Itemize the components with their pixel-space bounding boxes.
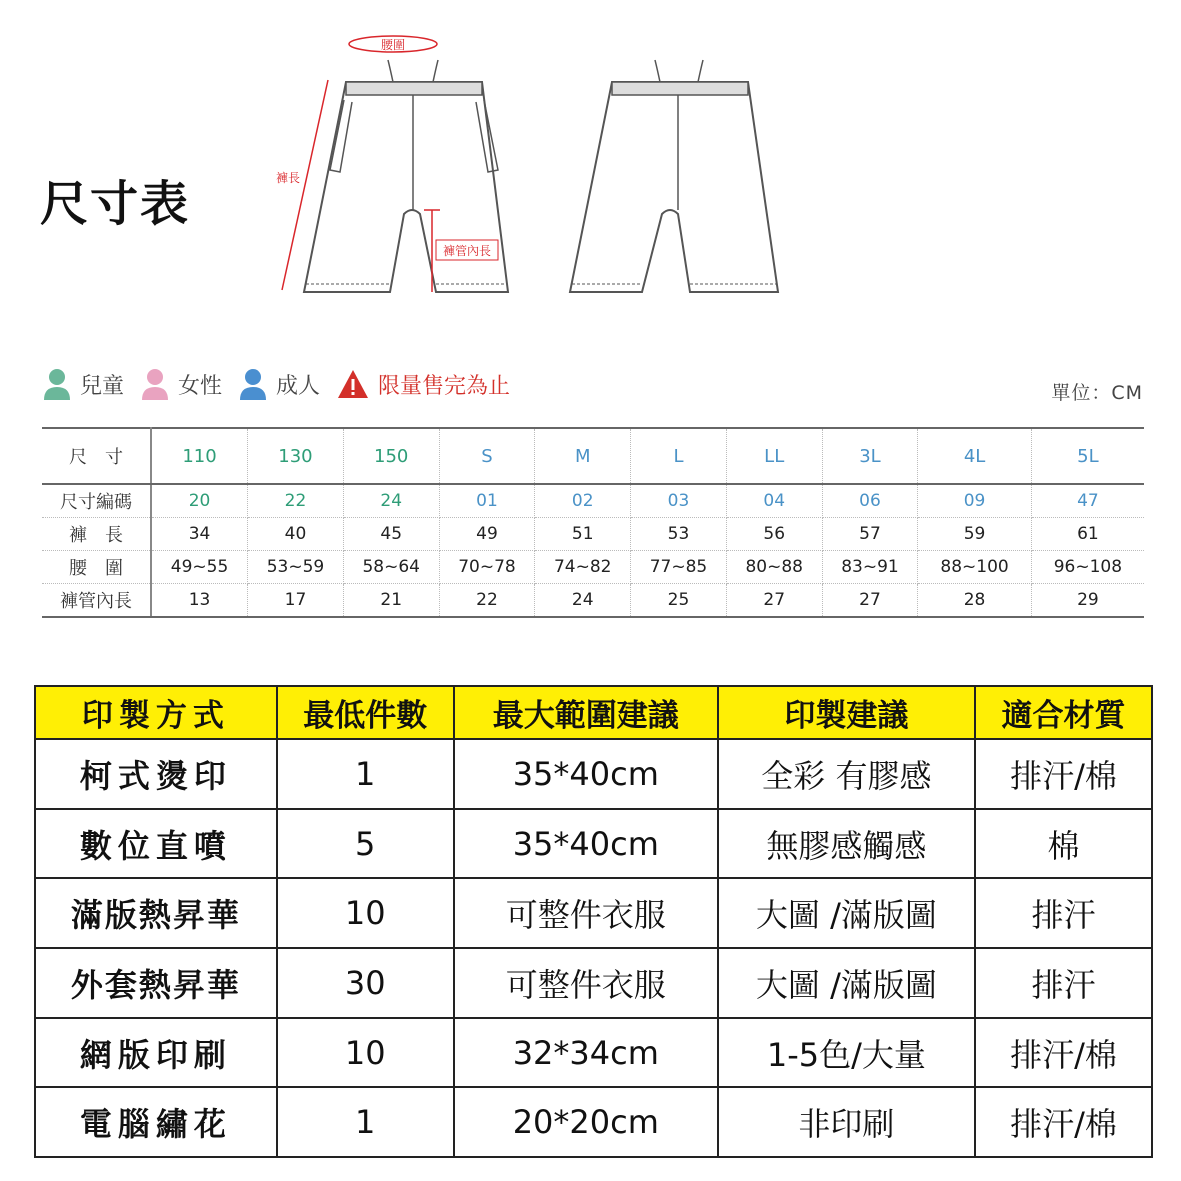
legend-item-female [140, 367, 222, 401]
size-cell: 130 [248, 428, 344, 484]
table-cell: 57 [822, 518, 918, 551]
table-cell: 排汗/棉 [975, 1018, 1152, 1088]
table-row [35, 739, 1152, 809]
table-cell: 大圖 /滿版圖 [718, 948, 975, 1018]
table-cell: 排汗 [975, 878, 1152, 948]
table-cell: 全彩 有膠感 [718, 739, 975, 809]
table-cell: 可整件衣服 [454, 948, 718, 1018]
table-cell: 28 [918, 584, 1031, 618]
size-cell: 3L [822, 428, 918, 484]
waist-label: 腰圍 [380, 38, 406, 52]
legend-item-child [42, 367, 124, 401]
table-cell: 網版印刷 [35, 1018, 277, 1088]
table-cell: 1 [277, 1087, 454, 1157]
legend-item-adult [238, 367, 320, 401]
header-cell: 適合材質 [975, 686, 1152, 739]
table-cell: 外套熱昇華 [35, 948, 277, 1018]
table-cell: 01 [439, 484, 535, 518]
table-cell: 47 [1031, 484, 1144, 518]
header-cell: 印製方式 [35, 686, 277, 739]
table-cell: 35*40cm [454, 739, 718, 809]
person-icon [140, 367, 170, 401]
table-cell: 大圖 /滿版圖 [718, 878, 975, 948]
table-cell: 27 [726, 584, 822, 618]
table-cell: 棉 [975, 809, 1152, 879]
legend-item-limited [336, 368, 510, 400]
table-cell: 1-5色/大量 [718, 1018, 975, 1088]
header-cell: 最低件數 [277, 686, 454, 739]
table-cell: 29 [1031, 584, 1144, 618]
size-cell: 4L [918, 428, 1031, 484]
table-cell: 51 [535, 518, 631, 551]
table-cell: 13 [151, 584, 248, 618]
table-cell: 59 [918, 518, 1031, 551]
table-cell: 滿版熱昇華 [35, 878, 277, 948]
table-cell: 34 [151, 518, 248, 551]
table-cell: 77~85 [631, 551, 727, 584]
table-cell: 22 [248, 484, 344, 518]
table-row [42, 584, 1144, 618]
table-cell: 49 [439, 518, 535, 551]
table-cell: 非印刷 [718, 1087, 975, 1157]
table-cell: 53~59 [248, 551, 344, 584]
size-cell: 110 [151, 428, 248, 484]
table-cell: 20*20cm [454, 1087, 718, 1157]
table-cell: 09 [918, 484, 1031, 518]
table-row [42, 518, 1144, 551]
table-row [42, 484, 1144, 518]
table-cell: 電腦繡花 [35, 1087, 277, 1157]
row-header: 褲 長 [42, 518, 151, 551]
table-cell: 25 [631, 584, 727, 618]
table-row [42, 551, 1144, 584]
table-cell: 24 [343, 484, 439, 518]
table-cell: 20 [151, 484, 248, 518]
table-cell: 80~88 [726, 551, 822, 584]
back-shorts [570, 60, 778, 292]
warning-icon [336, 368, 370, 400]
row-header: 褲管內長 [42, 584, 151, 618]
table-cell: 96~108 [1031, 551, 1144, 584]
table-cell: 22 [439, 584, 535, 618]
print-method-table [34, 685, 1153, 1158]
size-cell: 5L [1031, 428, 1144, 484]
table-cell: 排汗/棉 [975, 1087, 1152, 1157]
size-cell: 150 [343, 428, 439, 484]
table-cell: 04 [726, 484, 822, 518]
table-cell: 排汗/棉 [975, 739, 1152, 809]
table-cell: 數位直噴 [35, 809, 277, 879]
table-cell: 5 [277, 809, 454, 879]
table-cell: 可整件衣服 [454, 878, 718, 948]
table-cell: 1 [277, 739, 454, 809]
legend-label: 女性 [178, 373, 223, 399]
size-cell: S [439, 428, 535, 484]
table-cell: 88~100 [918, 551, 1031, 584]
table-row [35, 948, 1152, 1018]
size-table [42, 427, 1144, 618]
table-cell: 10 [277, 1018, 454, 1088]
size-cell: L [631, 428, 727, 484]
row-header: 尺 寸 [42, 428, 151, 484]
table-cell: 21 [343, 584, 439, 618]
table-cell: 40 [248, 518, 344, 551]
table-cell: 24 [535, 584, 631, 618]
table-cell: 10 [277, 878, 454, 948]
unit-label: 單位：CM [1051, 382, 1143, 404]
table-row [42, 428, 1144, 484]
legend-label: 限量售完為止 [378, 373, 511, 399]
person-icon [238, 367, 268, 401]
table-cell: 06 [822, 484, 918, 518]
table-cell: 柯式燙印 [35, 739, 277, 809]
row-header: 腰 圍 [42, 551, 151, 584]
table-cell: 無膠感觸感 [718, 809, 975, 879]
table-cell: 70~78 [439, 551, 535, 584]
table-header-row [35, 686, 1152, 739]
waist-arrow [349, 36, 437, 52]
table-cell: 03 [631, 484, 727, 518]
header-cell: 印製建議 [718, 686, 975, 739]
table-cell: 58~64 [343, 551, 439, 584]
inseam-label: 褲管內長 [442, 244, 492, 258]
table-cell: 83~91 [822, 551, 918, 584]
legend-label: 成人 [276, 373, 321, 399]
table-row [35, 878, 1152, 948]
legend-label: 兒童 [80, 373, 125, 399]
table-cell: 74~82 [535, 551, 631, 584]
table-row [35, 1087, 1152, 1157]
table-cell: 49~55 [151, 551, 248, 584]
legend [42, 364, 526, 404]
table-row [35, 809, 1152, 879]
row-header: 尺寸編碼 [42, 484, 151, 518]
table-cell: 02 [535, 484, 631, 518]
header-cell: 最大範圍建議 [454, 686, 718, 739]
length-label: 褲長 [275, 171, 301, 185]
table-cell: 30 [277, 948, 454, 1018]
size-cell: M [535, 428, 631, 484]
table-cell: 56 [726, 518, 822, 551]
table-cell: 排汗 [975, 948, 1152, 1018]
shorts-diagram [260, 20, 800, 310]
table-cell: 17 [248, 584, 344, 618]
table-cell: 27 [822, 584, 918, 618]
table-cell: 32*34cm [454, 1018, 718, 1088]
table-cell: 35*40cm [454, 809, 718, 879]
table-cell: 45 [343, 518, 439, 551]
page-title: 尺寸表 [40, 176, 191, 232]
table-row [35, 1018, 1152, 1088]
size-cell: LL [726, 428, 822, 484]
table-cell: 61 [1031, 518, 1144, 551]
table-cell: 53 [631, 518, 727, 551]
person-icon [42, 367, 72, 401]
